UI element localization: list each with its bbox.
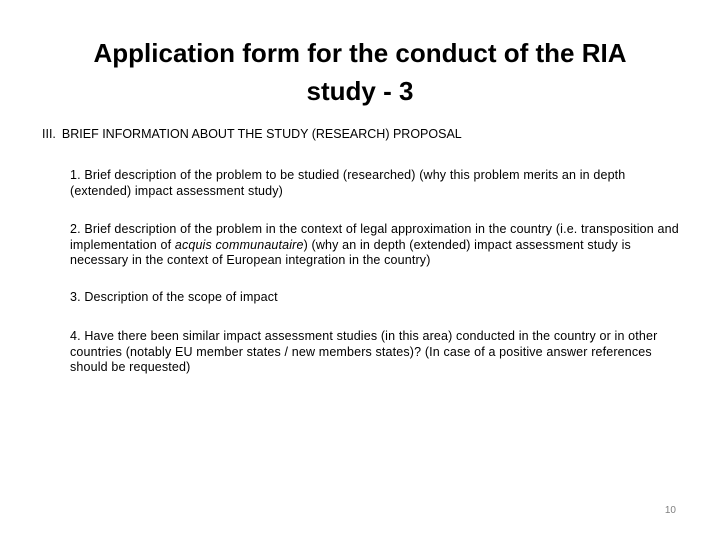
item-text-after: ) (why an in depth (extended) impact assessment study is necessary in the context of European integration in the country)	[70, 237, 631, 267]
list-item	[70, 222, 680, 269]
section-heading	[42, 126, 682, 142]
item-text-before: 2. Brief description of the problem in the context of legal approximation in the country (i.e. transposition and implementation of	[70, 222, 679, 252]
item-text-italic: acquis communautaire	[174, 237, 304, 252]
slide-title: Application form for the conduct of the RIA study - 3	[93, 38, 627, 106]
list-item: 4. Have there been similar impact assessment studies (in this area) conducted in the country or in other countries (notably EU member states / new members states)? (In case of a positive answer references should be requested)	[70, 329, 658, 374]
list-item: 1. Brief description of the problem to be studied (researched) (why this problem merits an in depth (extended) impact assessment study)	[70, 168, 626, 198]
page-number: 10	[664, 505, 676, 516]
list-item: 3. Description of the scope of impact	[70, 290, 278, 304]
section-heading-text: BRIEF INFORMATION ABOUT THE STUDY (RESEARCH) PROPOSAL	[61, 127, 462, 141]
section-number: III.	[42, 127, 56, 141]
